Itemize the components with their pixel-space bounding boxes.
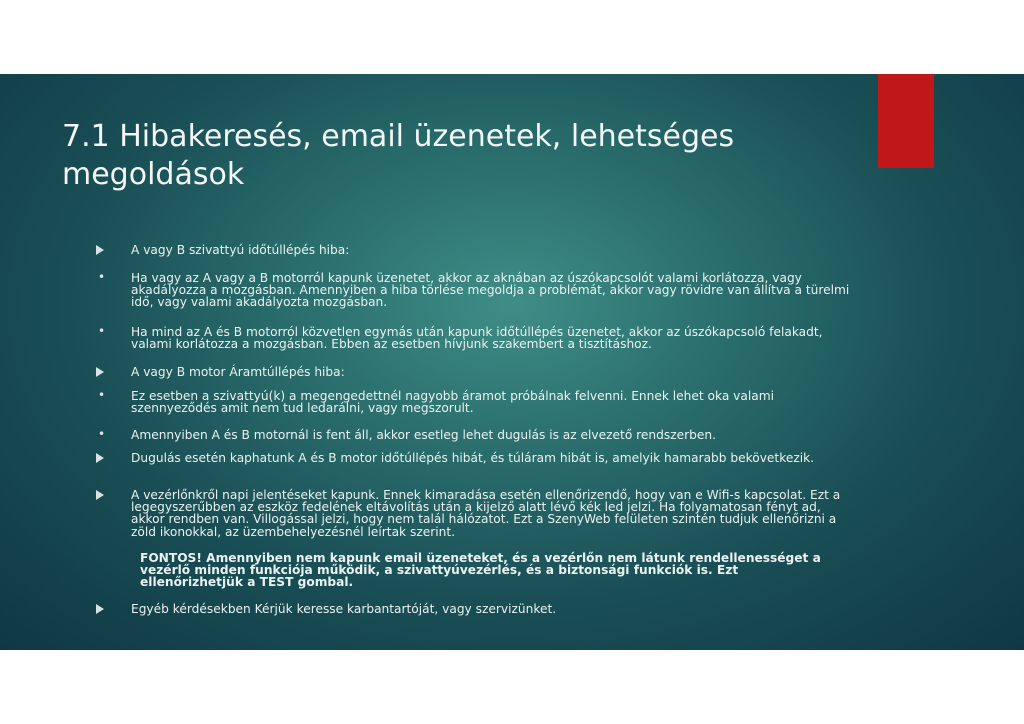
- slide: [0, 74, 1024, 650]
- list-item-text: Ha vagy az A vagy a B motorról kapunk üzenetet, akkor az aknában az úszókapcsolót valami korlátozza, vagy akadályozza a mozgásban. Amennyiben a hiba törlése megoldja a problémát, akkor vagy rövidre van állítva a türelmi idő, vagy valami akadályozta mozgásban.: [131, 271, 850, 310]
- list-item-text: Ha mind az A és B motorról közvetlen egymás után kapunk időtúllépés üzenetet, akkor az úszókapcsoló felakadt, valami korlátozza a mozgásban. Ebben az esetben hívjunk szakembert a tisztításhoz.: [131, 325, 823, 352]
- important-note-text: FONTOS! Amennyiben nem kapunk email üzeneteket, és a vezérlőn nem látunk rendellenességet a vezérlő minden funkciója működik, a szivattyúvezérlés, és a biztonsági funkciók is. Ezt ellenőrizhetjük a TEST gombal.: [140, 551, 821, 590]
- accent-bar: [878, 74, 934, 168]
- list-item: [131, 452, 851, 464]
- list-item-text: A vagy B motor Áramtúllépés hiba:: [131, 365, 345, 379]
- list-item: [98, 427, 851, 442]
- list-item-text: Amennyiben A és B motornál is fent áll, akkor esetleg lehet dugulás is az elvezető rendszerben.: [131, 428, 716, 442]
- list-item: [98, 388, 851, 416]
- dot-bullet-icon: •: [98, 388, 106, 402]
- list-item-text: Ez esetben a szivattyú(k) a megengedettnél nagyobb áramot próbálnak felvenni. Ennek lehet oka valami szennyeződés amit nem tud ledarálni, vagy megszorult.: [131, 389, 774, 416]
- dot-bullet-icon: •: [98, 324, 106, 338]
- triangle-bullet-icon: [96, 453, 104, 463]
- list-item: [131, 489, 851, 538]
- dot-bullet-icon: •: [98, 270, 106, 284]
- list-item-text: Egyéb kérdésekben Kérjük keresse karbantartóját, vagy szervizünket.: [131, 602, 557, 616]
- list-item: [98, 324, 851, 352]
- list-item: [98, 270, 851, 310]
- triangle-bullet-icon: [96, 367, 104, 377]
- dot-bullet-icon: •: [98, 427, 106, 441]
- list-item: [131, 244, 851, 256]
- slide-title: 7.1 Hibakeresés, email üzenetek, lehetséges megoldások: [62, 119, 735, 192]
- triangle-bullet-icon: [96, 490, 104, 500]
- triangle-bullet-icon: [96, 245, 104, 255]
- list-item: [131, 603, 851, 615]
- important-note: [140, 552, 840, 589]
- list-item-text: A vagy B szivattyú időtúllépés hiba:: [131, 243, 350, 257]
- list-item-text: A vezérlőnkről napi jelentéseket kapunk. Ennek kimaradása esetén ellenőrizendő, hogy van e Wifi-s kapcsolat. Ezt a legegyszerűbben az eszköz fedelének eltávolítás után a kijelző alatt lévő kék led jelzi. Ha folyamatosan fényt ad, akkor rendben van. Villogással jelzi, hogy nem talál hálózatot. Ezt a SzenyWeb felületen szintén tudjuk ellenőrizni a zöld ikonokkal, az üzembehelyezésnél leírtak szerint.: [131, 488, 841, 539]
- triangle-bullet-icon: [96, 604, 104, 614]
- list-item: [131, 366, 851, 378]
- list-item-text: Dugulás esetén kaphatunk A és B motor időtúllépés hibát, és túláram hibát is, amelyik hamarabb bekövetkezik.: [131, 451, 815, 465]
